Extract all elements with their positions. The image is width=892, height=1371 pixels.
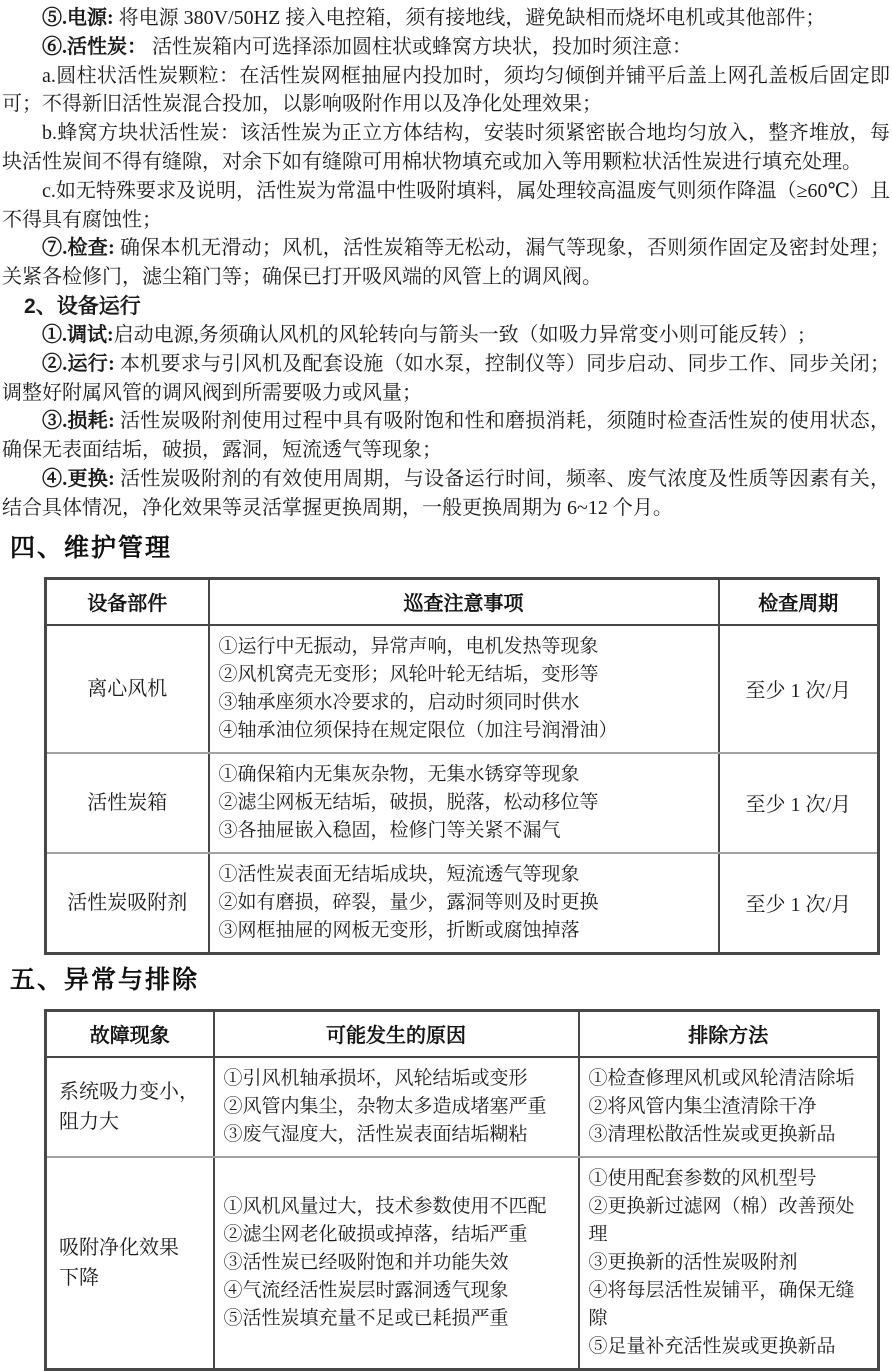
item-label-power: ⑤.电源: xyxy=(42,7,114,29)
cause-line: ②滤尘网老化破损或掉落，结垢严重 xyxy=(223,1223,528,1245)
cause-line: ④气流经活性炭层时露洞透气现象 xyxy=(223,1279,509,1301)
section-heading-maintenance: 四、维护管理 xyxy=(10,533,173,562)
paragraph-inspect xyxy=(2,234,890,292)
item-label-inspect: ⑦.检查: xyxy=(42,237,115,260)
checkpoint-line: ③各抽屉嵌入稳固，检修门等关紧不漏气 xyxy=(218,819,561,841)
item-label-replace: ④.更换: xyxy=(42,467,115,490)
table-row-adsorbent xyxy=(46,853,879,954)
checkpoint-line: ①运行中无振动，异常声响，电机发热等现象 xyxy=(218,635,599,657)
paragraph-debug xyxy=(2,321,890,350)
solution-line: ②更换新过滤网（棉）改善预处理 xyxy=(588,1195,855,1245)
paragraph-text: 确保本机无滑动；风机，活性炭箱等无松动，漏气等现象，否则须作固定及密封处理；关紧各检修门，滤尘箱门等；确保已打开吸风端的风管上的调风阀。 xyxy=(2,237,890,289)
checkpoint-line: ②风机窝壳无变形；风轮叶轮无结垢，变形等 xyxy=(218,663,599,685)
table-row-fan xyxy=(46,625,879,753)
fault-line: 阻力大 xyxy=(59,1110,119,1133)
table-row-low-suction xyxy=(46,1057,879,1157)
paragraph-text: 将电源 380V/50HZ 接入电控箱，须有接地线，避免缺相而烧坏电机或其他部件； xyxy=(113,7,826,29)
paragraph-carbon-b xyxy=(2,119,890,177)
checkpoint-line: ③网框抽屉的网板无变形，折断或腐蚀掉落 xyxy=(218,919,580,941)
cause-line: ③活性炭已经吸附饱和并功能失效 xyxy=(223,1251,509,1273)
paragraph-wear xyxy=(2,407,890,465)
subheading-equipment-operation: 2、设备运行 xyxy=(24,294,141,318)
paragraph-text: b.蜂窝方块状活性炭：该活性炭为正立方体结构，安装时须紧密嵌合地均匀放入，整齐堆放，每块活性炭间不得有缝隙，对余下如有缝隙可用棉状物填充或加入等用颗粒状活性炭进行填充处理。 xyxy=(2,122,890,173)
checkpoint-line: ①确保箱内无集灰杂物，无集水锈穿等现象 xyxy=(218,763,580,785)
cell-solutions xyxy=(579,1057,879,1157)
solution-line: ⑤足量补充活性炭或更换新品 xyxy=(588,1335,836,1357)
fault-line: 下降 xyxy=(59,1266,99,1289)
paragraph-text: 本机要求与引风机及配套设施（如水泵，控制仪等）同步启动、同步工作、同步关闭；调整好附属风管的调风阀到所需要吸力或风量； xyxy=(2,352,890,404)
solution-line: ④将每层活性炭铺平，确保无缝隙 xyxy=(588,1279,855,1329)
paragraph-power xyxy=(2,4,890,33)
item-label-wear: ③.损耗: xyxy=(42,410,115,433)
checkpoint-line: ②滤尘网板无结垢，破损，脱落，松动移位等 xyxy=(218,791,599,813)
paragraph-text: 活性炭吸附剂使用过程中具有吸附饱和性和磨损消耗，须随时检查活性炭的使用状态，确保无表面结垢，破损，露洞，短流透气等现象； xyxy=(2,410,890,462)
cell-period: 至少 1 次/月 xyxy=(719,853,879,954)
checkpoint-line: ②如有磨损，碎裂，量少，露洞等则及时更换 xyxy=(218,891,599,913)
checkpoint-line: ①活性炭表面无结垢成块，短流透气等现象 xyxy=(218,863,580,885)
table-row-carbon-box xyxy=(46,753,879,853)
paragraph-run xyxy=(2,350,890,408)
paragraph-carbon-c xyxy=(2,177,890,235)
paragraph-text: 启动电源,务须确认风机的风轮转向与箭头一致（如吸力异常变小则可能反转）; xyxy=(113,323,805,346)
paragraph-text: a.圆柱状活性炭颗粒：在活性炭网框抽屉内投加时，须均匀倾倒并铺平后盖上网孔盖板后固定即可；不得新旧活性炭混合投加，以影响吸附作用以及净化处理效果； xyxy=(2,64,890,116)
checkpoint-line: ③轴承座须水冷要求的，启动时须同时供水 xyxy=(218,691,580,713)
cause-line: ①风机风量过大，技术参数使用不匹配 xyxy=(223,1195,547,1217)
header-cell-period: 检查周期 xyxy=(719,578,879,625)
cell-checkpoints xyxy=(209,625,719,753)
cell-fault xyxy=(46,1057,214,1157)
fault-line: 系统吸力变小， xyxy=(59,1080,199,1103)
fault-line: 吸附净化效果 xyxy=(59,1236,179,1259)
cell-part: 活性炭箱 xyxy=(46,753,209,853)
paragraph-text: 活性炭箱内可选择添加圆柱状或蜂窝方块状，投加时须注意： xyxy=(147,35,692,58)
cell-part: 活性炭吸附剂 xyxy=(46,853,209,954)
table-header-row xyxy=(46,578,879,625)
header-cell-fault: 故障现象 xyxy=(46,1010,214,1057)
header-cell-checkpoints: 巡查注意事项 xyxy=(209,578,719,625)
cell-period: 至少 1 次/月 xyxy=(719,753,879,853)
cell-period: 至少 1 次/月 xyxy=(719,625,879,753)
checkpoint-line: ④轴承油位须保持在规定限位（加注号润滑油） xyxy=(218,719,618,741)
solution-line: ③更换新的活性炭吸附剂 xyxy=(588,1251,798,1273)
item-label-carbon: ⑥.活性炭： xyxy=(42,35,147,58)
cause-line: ③废气湿度大，活性炭表面结垢糊粘 xyxy=(223,1123,528,1145)
maintenance-table xyxy=(44,577,880,955)
header-cell-solutions: 排除方法 xyxy=(579,1010,879,1057)
header-cell-part: 设备部件 xyxy=(46,578,209,625)
cell-checkpoints xyxy=(209,853,719,954)
solution-line: ①使用配套参数的风机型号 xyxy=(588,1167,817,1189)
item-label-run: ②.运行: xyxy=(42,352,115,375)
cause-line: ⑤活性炭填充量不足或已耗损严重 xyxy=(223,1307,509,1329)
solution-line: ②将风管内集尘渣清除干净 xyxy=(588,1095,817,1117)
cell-causes xyxy=(214,1157,579,1370)
cell-causes xyxy=(214,1057,579,1157)
cell-part: 离心风机 xyxy=(46,625,209,753)
paragraph-text: 活性炭吸附剂的有效使用周期，与设备运行时间，频率、废气浓度及性质等因素有关，结合具体情况，净化效果等灵活掌握更换周期，一般更换周期为 6~12 个月。 xyxy=(2,467,890,519)
cell-solutions xyxy=(579,1157,879,1370)
troubleshooting-table xyxy=(44,1009,880,1371)
cell-checkpoints xyxy=(209,753,719,853)
solution-line: ③清理松散活性炭或更换新品 xyxy=(588,1123,836,1145)
paragraph-carbon-a xyxy=(2,62,890,120)
cause-line: ①引风机轴承损坏，风轮结垢或变形 xyxy=(223,1067,528,1089)
paragraph-text: c.如无特殊要求及说明，活性炭为常温中性吸附填料，属处理较高温废气则须作降温（≥60℃）且不得具有腐蚀性； xyxy=(2,179,890,231)
section-heading-troubleshooting: 五、异常与排除 xyxy=(10,965,200,994)
solution-line: ①检查修理风机或风轮清洁除垢 xyxy=(588,1067,855,1089)
cause-line: ②风管内集尘，杂物太多造成堵塞严重 xyxy=(223,1095,547,1117)
cell-fault xyxy=(46,1157,214,1370)
paragraph-carbon xyxy=(2,33,890,62)
item-label-debug: ①.调试: xyxy=(42,323,114,346)
paragraph-replace xyxy=(2,465,890,523)
header-cell-causes: 可能发生的原因 xyxy=(214,1010,579,1057)
table-header-row xyxy=(46,1010,879,1057)
table-row-poor-purification xyxy=(46,1157,879,1370)
